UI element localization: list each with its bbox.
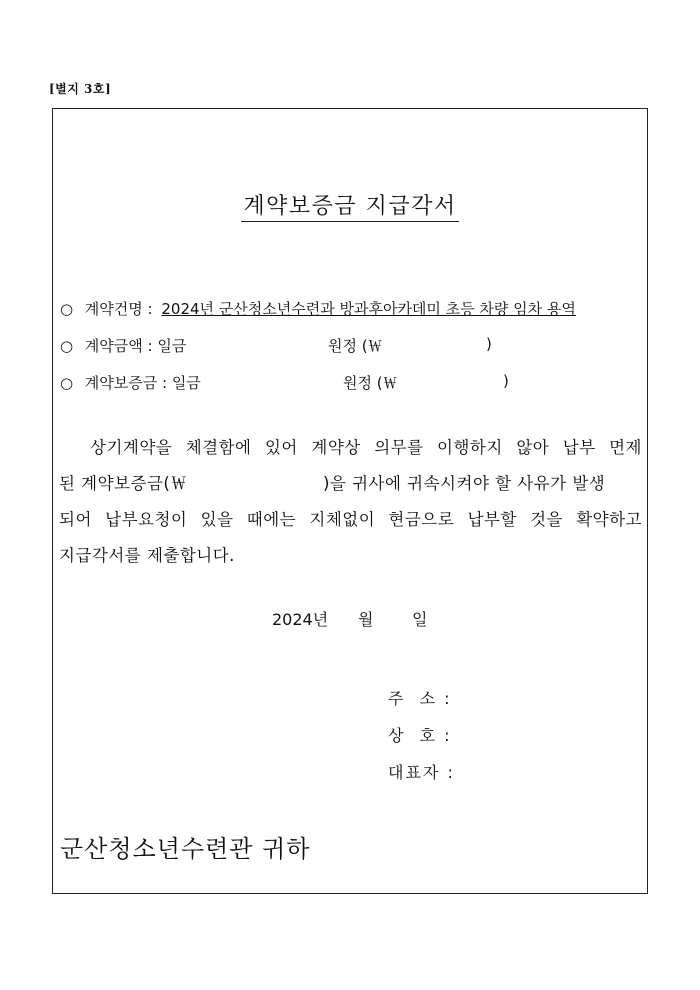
body-line-4: 지급각서를 제출합니다. — [59, 546, 235, 565]
contract-name-label: 계약건명 : — [84, 300, 153, 318]
date-year: 2024년 — [272, 610, 329, 629]
form-number-tag: [별지 3호] — [49, 82, 112, 96]
bullet-icon: ○ — [60, 337, 74, 355]
deposit-close: ) — [503, 372, 509, 390]
deposit-won: 원정 (￦ — [343, 374, 398, 392]
signature-company-label: 상 호 : — [388, 726, 452, 745]
signature-representative-label: 대표자 : — [388, 763, 455, 782]
document-frame — [52, 108, 648, 894]
date-month: 월 — [358, 610, 374, 629]
body-line-2a: 된 계약보증금(￦ — [59, 474, 188, 493]
signature-address-label: 주 소 : — [388, 689, 452, 708]
document-title-wrap — [0, 189, 700, 220]
bullet-icon: ○ — [60, 374, 74, 392]
contract-name-row — [60, 298, 576, 319]
body-line-1: 상기계약을 체결함에 있어 계약상 의무를 이행하지 않아 납부 면제 — [90, 438, 642, 457]
bullet-icon: ○ — [60, 300, 74, 318]
deposit-label: 계약보증금 : 일금 — [84, 374, 201, 392]
contract-amount-label: 계약금액 : 일금 — [84, 337, 187, 355]
recipient: 군산청소년수련관 귀하 — [60, 835, 311, 863]
deposit-row — [60, 372, 201, 393]
contract-amount-close: ) — [486, 335, 492, 353]
body-line-3: 되어 납부요청이 있을 때에는 지체없이 현금으로 납부할 것을 확약하고 — [59, 510, 642, 529]
body-line-2b: )을 귀사에 귀속시켜야 할 사유가 발생 — [323, 474, 606, 493]
body-line-2 — [59, 470, 642, 494]
contract-amount-won: 원정 (￦ — [328, 337, 383, 355]
document-title: 계약보증금 지급각서 — [241, 194, 458, 222]
contract-name-value: 2024년 군산청소년수련과 방과후아카데미 초등 차량 임차 용역 — [161, 300, 576, 318]
contract-amount-row — [60, 335, 186, 356]
date-day: 일 — [412, 610, 428, 629]
